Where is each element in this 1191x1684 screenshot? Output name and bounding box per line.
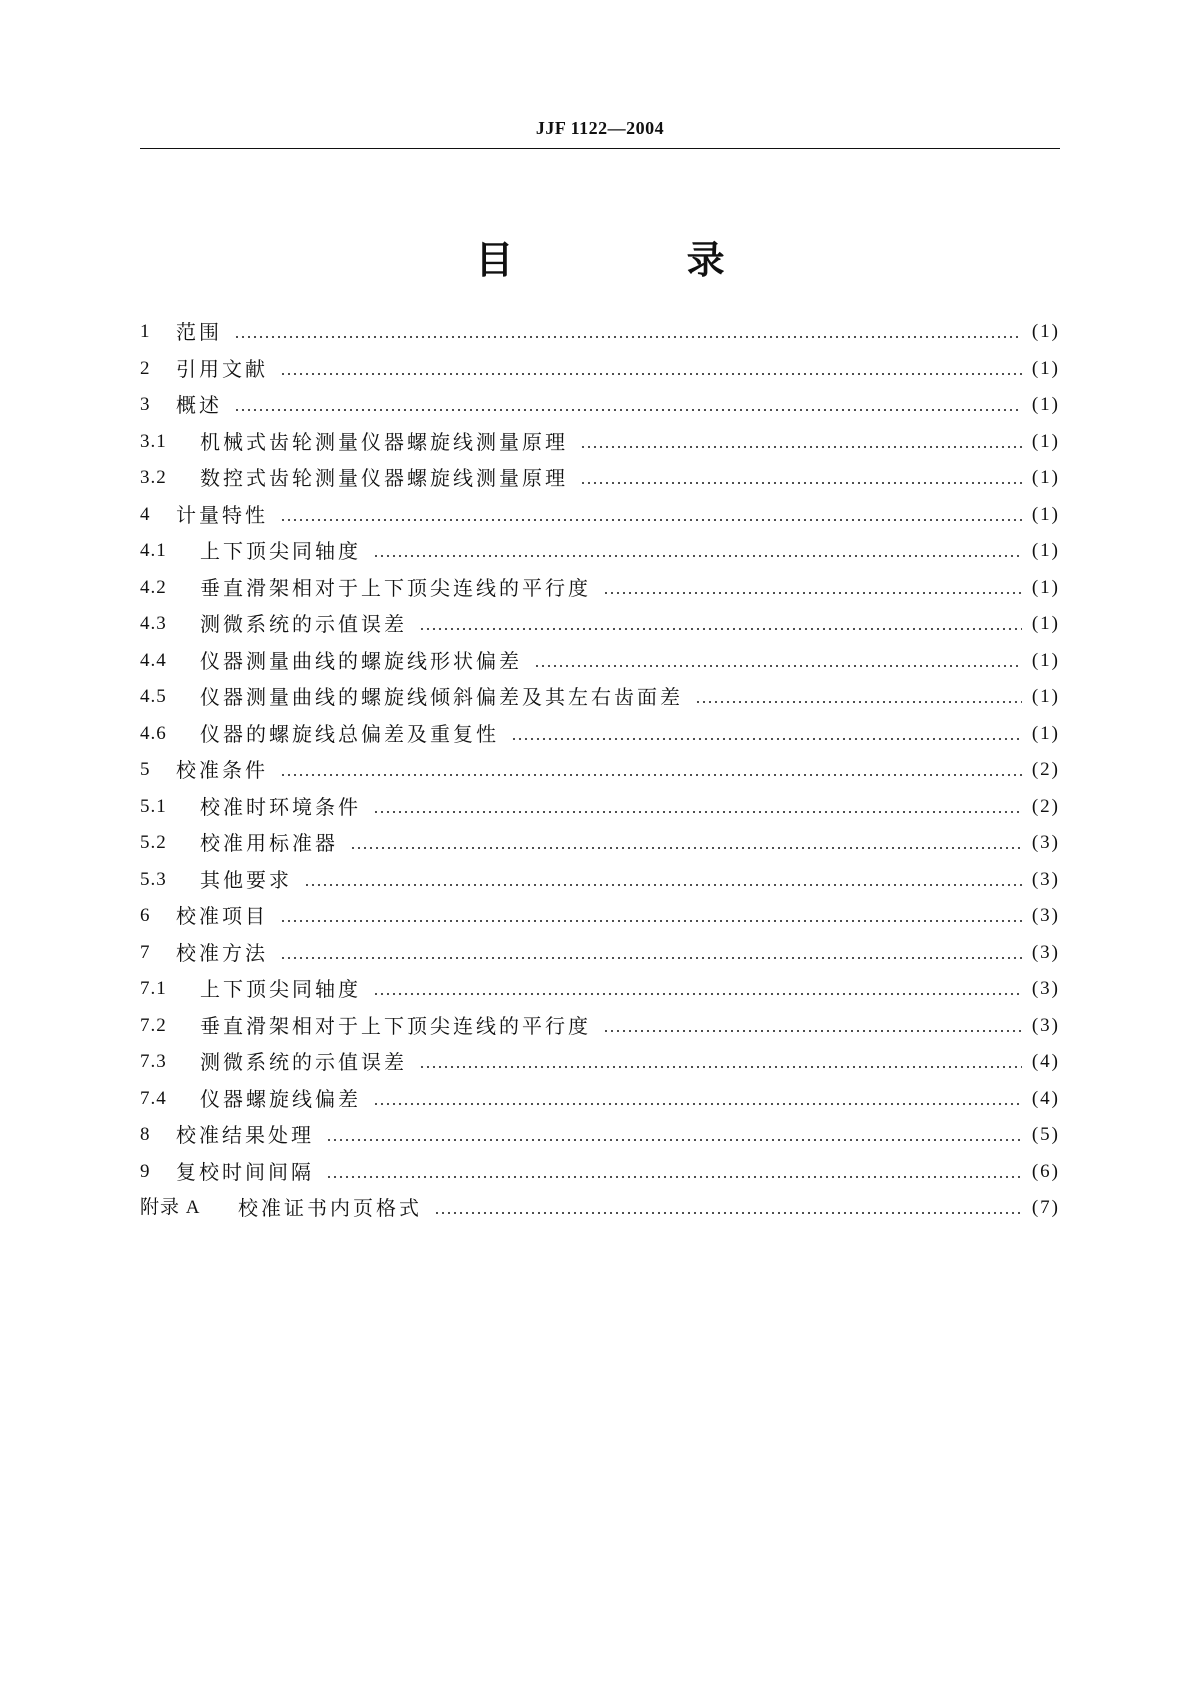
toc-entry-page: (3) [1031, 978, 1060, 999]
toc-list [140, 314, 1060, 1227]
toc-entry-title: 仪器的螺旋线总偏差及重复性 [200, 721, 499, 746]
toc-entry-page: (6) [1031, 1160, 1060, 1182]
toc-entry-number: 7 [140, 941, 151, 963]
toc-entry-title: 校准证书内页格式 [238, 1196, 422, 1220]
toc-entry-number: 8 [140, 1124, 151, 1145]
toc-dot-leader [534, 665, 1022, 667]
toc-entry-number: 4 [140, 503, 151, 525]
toc-entry-number: 4.1 [140, 540, 167, 561]
toc-entry-title: 复校时间间隔 [176, 1159, 314, 1184]
toc-dot-leader [234, 336, 1022, 338]
toc-entry[interactable] [140, 1154, 1060, 1191]
toc-entry-title: 校准时环境条件 [200, 794, 361, 819]
toc-entry-number: 3 [140, 394, 151, 415]
toc-entry-page: (1) [1031, 613, 1060, 634]
toc-dot-leader [603, 592, 1022, 594]
toc-dot-leader [373, 811, 1022, 813]
toc-dot-leader [373, 1103, 1022, 1105]
toc-entry-title: 校准结果处理 [176, 1123, 314, 1147]
toc-entry[interactable] [140, 351, 1060, 388]
toc-entry[interactable] [140, 497, 1060, 534]
toc-entry-number: 5 [140, 759, 151, 780]
toc-entry-title: 仪器测量曲线的螺旋线形状偏差 [200, 648, 522, 673]
toc-entry-number: 附录 A [140, 1197, 201, 1218]
toc-dot-leader [234, 409, 1022, 411]
toc-entry[interactable] [140, 533, 1060, 570]
toc-entry[interactable] [140, 1008, 1060, 1045]
toc-dot-leader [326, 1139, 1022, 1141]
toc-entry[interactable] [140, 898, 1060, 935]
toc-entry-title: 概述 [176, 393, 222, 417]
toc-entry[interactable] [140, 716, 1060, 753]
toc-entry-page: (1) [1031, 357, 1060, 379]
toc-entry-number: 4.3 [140, 613, 167, 634]
toc-entry[interactable] [140, 935, 1060, 972]
toc-entry-page: (1) [1031, 503, 1060, 525]
toc-entry-page: (3) [1031, 868, 1060, 890]
toc-entry-page: (2) [1031, 759, 1060, 780]
toc-entry-number: 7.2 [140, 1014, 167, 1036]
toc-entry-number: 4.4 [140, 649, 167, 671]
toc-entry-title: 校准方法 [176, 940, 268, 965]
toc-entry-page: (1) [1031, 321, 1060, 342]
toc-entry-page: (4) [1031, 1087, 1060, 1109]
toc-entry-page: (1) [1031, 722, 1060, 744]
toc-entry[interactable] [140, 643, 1060, 680]
toc-entry-title: 测微系统的示值误差 [200, 1050, 407, 1074]
toc-entry-title: 垂直滑架相对于上下顶尖连线的平行度 [200, 1013, 591, 1038]
toc-title: 目 录 [475, 238, 805, 282]
toc-entry-page: (1) [1031, 576, 1060, 598]
toc-entry-page: (1) [1031, 649, 1060, 671]
toc-entry[interactable] [140, 1190, 1060, 1227]
toc-entry-title: 机械式齿轮测量仪器螺旋线测量原理 [200, 429, 568, 454]
toc-dot-leader [280, 920, 1022, 922]
toc-entry-title: 引用文献 [176, 356, 268, 381]
toc-entry-page: (1) [1031, 540, 1060, 561]
toc-dot-leader [373, 993, 1022, 995]
toc-dot-leader [304, 884, 1022, 886]
toc-entry[interactable] [140, 1044, 1060, 1081]
toc-entry-number: 6 [140, 905, 151, 926]
toc-entry-title: 范围 [176, 320, 222, 344]
toc-dot-leader [280, 519, 1022, 521]
toc-entry-number: 9 [140, 1160, 151, 1182]
toc-entry[interactable] [140, 460, 1060, 497]
toc-entry[interactable] [140, 971, 1060, 1008]
toc-dot-leader [419, 628, 1022, 630]
header-divider [140, 148, 1060, 149]
toc-entry-title: 仪器螺旋线偏差 [200, 1086, 361, 1111]
toc-dot-leader [603, 1030, 1022, 1032]
toc-entry[interactable] [140, 606, 1060, 643]
toc-entry[interactable] [140, 387, 1060, 424]
toc-entry-title: 垂直滑架相对于上下顶尖连线的平行度 [200, 575, 591, 600]
toc-entry-number: 7.4 [140, 1087, 167, 1109]
toc-entry-page: (2) [1031, 795, 1060, 817]
toc-entry-number: 4.2 [140, 576, 167, 598]
toc-entry[interactable] [140, 679, 1060, 716]
toc-entry-title: 测微系统的示值误差 [200, 612, 407, 636]
toc-entry-number: 1 [140, 321, 151, 342]
toc-dot-leader [373, 555, 1022, 557]
toc-entry-number: 4.6 [140, 722, 167, 744]
toc-dot-leader [350, 847, 1022, 849]
toc-entry[interactable] [140, 825, 1060, 862]
toc-entry-title: 校准用标准器 [200, 831, 338, 855]
toc-entry-page: (1) [1031, 430, 1060, 452]
toc-entry[interactable] [140, 570, 1060, 607]
toc-dot-leader [280, 957, 1022, 959]
toc-entry-title: 校准项目 [176, 904, 268, 928]
page-header-standard-code: JJF 1122—2004 [535, 118, 665, 138]
toc-entry[interactable] [140, 789, 1060, 826]
toc-entry-title: 上下顶尖同轴度 [200, 539, 361, 563]
toc-entry-number: 7.1 [140, 978, 167, 999]
toc-entry-number: 5.3 [140, 868, 167, 890]
toc-entry-page: (3) [1031, 941, 1060, 963]
toc-dot-leader [280, 373, 1022, 375]
toc-dot-leader [326, 1176, 1022, 1178]
toc-entry-page: (3) [1031, 832, 1060, 853]
toc-entry-number: 4.5 [140, 686, 167, 707]
toc-entry-page: (5) [1031, 1124, 1060, 1145]
toc-entry-page: (1) [1031, 467, 1060, 488]
toc-entry[interactable] [140, 1117, 1060, 1154]
toc-entry[interactable] [140, 862, 1060, 899]
toc-entry-title: 仪器测量曲线的螺旋线倾斜偏差及其左右齿面差 [200, 685, 683, 709]
toc-entry-page: (1) [1031, 686, 1060, 707]
toc-entry[interactable] [140, 314, 1060, 351]
toc-dot-leader [419, 1066, 1022, 1068]
toc-entry-title: 上下顶尖同轴度 [200, 977, 361, 1001]
toc-dot-leader [511, 738, 1022, 740]
toc-entry-number: 3.2 [140, 467, 167, 488]
toc-entry[interactable] [140, 752, 1060, 789]
toc-entry-page: (7) [1031, 1197, 1060, 1218]
toc-entry-page: (4) [1031, 1051, 1060, 1072]
toc-entry-title: 其他要求 [200, 867, 292, 892]
toc-entry-page: (3) [1031, 1014, 1060, 1036]
toc-entry-page: (3) [1031, 905, 1060, 926]
toc-entry-page: (1) [1031, 394, 1060, 415]
toc-dot-leader [695, 701, 1022, 703]
toc-entry-title: 数控式齿轮测量仪器螺旋线测量原理 [200, 466, 568, 490]
toc-entry[interactable] [140, 1081, 1060, 1118]
toc-entry-number: 3.1 [140, 430, 167, 452]
toc-entry-title: 计量特性 [176, 502, 268, 527]
toc-dot-leader [580, 446, 1022, 448]
toc-entry-number: 2 [140, 357, 151, 379]
toc-entry-title: 校准条件 [176, 758, 268, 782]
toc-entry[interactable] [140, 424, 1060, 461]
toc-entry-number: 7.3 [140, 1051, 167, 1072]
toc-entry-number: 5.1 [140, 795, 167, 817]
toc-dot-leader [580, 482, 1022, 484]
toc-dot-leader [434, 1212, 1022, 1214]
toc-dot-leader [280, 774, 1022, 776]
toc-entry-number: 5.2 [140, 832, 167, 853]
